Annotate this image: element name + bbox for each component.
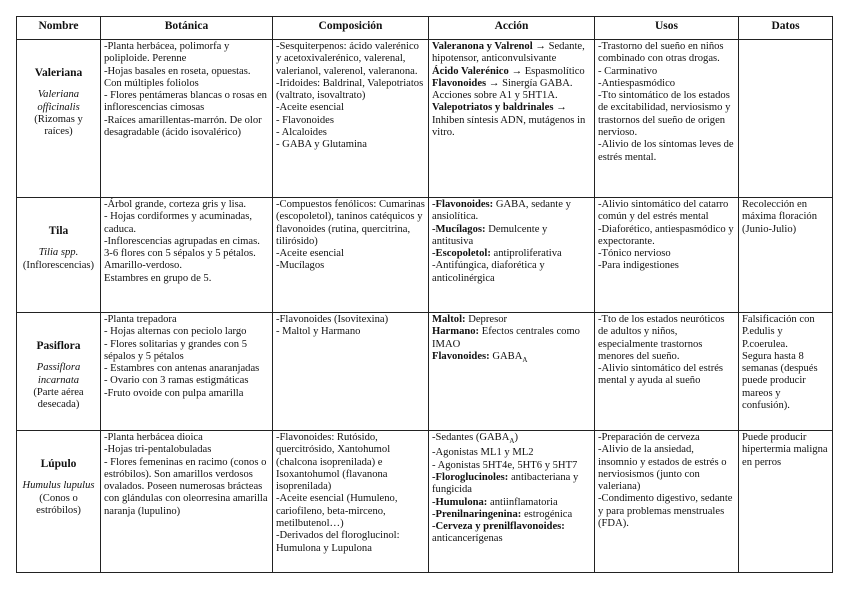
usos-line: -Diaforético, antiespasmódico y expectorante. [598,223,734,247]
composicion-line: -Compuestos fenólicos: Cumarinas (escopoletol), taninos catéquicos y flavonoides (rutina, quercitrina, tilirósido) [276,199,425,247]
accion-effect: estrogénica [523,508,573,520]
header-usos: Usos [595,17,739,40]
composicion-line: -Aceite esencial [276,102,344,114]
scientific-name: Passiflora incarnata [36,362,81,386]
table-row [17,431,833,573]
accion-line [432,447,591,459]
botanica-line: -Árbol grande, corteza gris y lisa. [104,199,247,210]
cell-nombre [17,313,101,431]
plant-part: (Inflorescencias) [22,259,95,271]
accion-line [432,521,591,546]
botanica-line: -Planta trepadora [104,314,177,325]
botanica-line: - Flores femeninas en racimo (conos o estróbilos). Son amarillos verdosos ovalados. Poseen numerosas brácteas con glándulas con oleorresina amarilla naranja (lupulino) [104,456,268,517]
cell-usos [595,313,739,431]
accion-effect: - Agonistas 5HT4e, 5HT6 y 5HT7 [432,459,578,471]
composicion-line: -Flavonoides (Isovitexina) [276,314,389,325]
cell-composicion [273,40,429,198]
plant-name: Lúpulo [40,458,77,470]
accion-effect: Inhiben síntesis ADN, mutágenos in vitro. [432,114,586,139]
usos-line: -Preparación de cerveza [598,432,700,443]
cell-usos [595,40,739,198]
accion-line [432,224,591,249]
usos-line: - Carminativo [598,65,658,77]
usos-line: -Alivio de la ansiedad, insomnio y estados de estrés o nerviosismos (junto con valeriana) [598,444,727,493]
accion-line [432,102,591,139]
accion-compound: Maltol: [432,314,466,325]
header-accion: Acción [429,17,595,40]
cell-accion [429,431,595,573]
cell-accion [429,313,595,431]
usos-line: -Alivio de los síntomas leves de estrés mental. [598,139,734,163]
plant-part: (Conos o estróbilos) [36,492,81,516]
accion-effect: anticancerígenas [432,533,503,545]
botanica-line: -Inflorescencias agrupadas en cimas. 3-6 flores con 5 sépalos y 5 pétalos. Amarillo-verdoso. [104,235,260,272]
usos-line: -Para indigestiones [598,260,679,272]
accion-compound: Valepotriatos y baldrinales → [432,102,567,114]
botanica-line: -Planta herbácea dioica [104,432,203,443]
usos-line: -Antiespasmódico [598,77,676,89]
botanica-line: - Estambres con antenas anaranjadas [104,363,260,375]
accion-subscript: A [522,356,528,364]
cell-botanica [101,431,273,573]
accion-effect: Efectos centrales como IMAO [432,326,580,350]
composicion-line: -Flavonoides: Rutósido, quercitrósido, Xantohumol (chalcona isoprenilada) e Isoxantohumol (flavanona isoprenilada) [276,432,391,493]
cell-composicion [273,431,429,573]
accion-compound: -Flavonoides: [432,199,494,210]
composicion-line: - GABA y Glutamina [276,139,367,151]
scientific-name: Valeriana officinalis [37,89,80,113]
composicion-line: -Sesquiterpenos: ácido valerénico y acetoxivalerénico, valerenal, valerianol, valerenol, valeranona. [276,41,419,77]
cell-composicion [273,198,429,313]
composicion-line: -Iridoides: Baldrinal, Valepotriatos (valtrato, isovaltrato) [276,77,424,102]
composicion-line: - Maltol y Harmano [276,326,361,338]
usos-line: -Alivio sintomático del estrés mental y ayuda al sueño [598,363,724,387]
header-datos: Datos [739,17,833,40]
botanica-line: -Hojas tri-pentalobuladas [104,444,212,456]
datos-line: Recolección en máxima floración (Junio-Julio) [742,199,818,235]
accion-effect: antibacteriana y fungicida [432,472,579,496]
cell-usos [595,431,739,573]
accion-compound: -Humulona: [432,496,488,508]
accion-effect: Espasmolítico [524,65,585,77]
accion-effect-end: ) [514,432,518,443]
accion-effect: Sinergía GABA. Acciones sobre A1 y 5HT1A. [432,77,573,102]
composicion-line: - Alcaloides [276,127,327,139]
cell-datos [739,198,833,313]
cell-accion [429,198,595,313]
accion-line [432,248,591,260]
accion-effect: Sedante, hipotensor, anticonvulsivante [432,41,585,65]
scientific-name: Tilia spp. [38,247,79,259]
accion-compound: Flavonoides → [432,77,500,89]
usos-line: -Condimento digestivo, sedante y para problemas menstruales (FDA). [598,493,733,530]
accion-compound: -Escopoletol: [432,248,491,260]
header-composicion: Composición [273,17,429,40]
cell-composicion [273,313,429,431]
cell-nombre [17,40,101,198]
usos-line: -Tto sintomático de los estados de excitabilidad, nerviosismo y trastornos del sueño de origen nervioso. [598,90,731,139]
cell-datos [739,313,833,431]
accion-compound: -Mucílagos: [432,223,486,235]
accion-line [432,460,591,472]
cell-botanica [101,40,273,198]
cell-accion [429,40,595,198]
datos-line: Segura hasta 8 semanas (después puede producir mareos y confusión). [742,350,818,412]
accion-line [432,78,591,103]
table-row [17,40,833,198]
accion-compound: -Cerveza y prenilflavonoides: [432,521,565,533]
accion-line [432,432,591,447]
usos-line: -Trastorno del sueño en niños combinado con otras drogas. [598,41,724,65]
herbal-table [16,16,833,573]
accion-effect: -Sedantes (GABA [432,432,510,443]
accion-subscript: A [509,437,515,446]
accion-compound: -Prenilnaringenina: [432,508,522,520]
scientific-name: Humulus lupulus [22,480,95,492]
accion-line [432,260,591,285]
composicion-line: -Aceite esencial (Humuleno, cariofileno, beta-mirceno, metilbutenol…) [276,493,398,530]
composicion-line: - Flavonoides [276,114,334,126]
composicion-line: -Derivados del floroglucinol: Humulona y Lupulona [276,530,400,554]
accion-effect: Demulcente y antitusiva [432,223,548,247]
accion-compound: Ácido Valerénico → [432,65,523,77]
datos-line: Puede producir hipertermia maligna en perros [742,432,828,468]
accion-compound: Valeranona y Valrenol → [432,41,546,52]
accion-effect: GABA, sedante y ansiolítica. [432,199,571,223]
cell-datos [739,40,833,198]
accion-line [432,66,591,78]
botanica-line: - Hojas alternas con peciolo largo [104,326,247,338]
cell-usos [595,198,739,313]
accion-effect: antiproliferativa [493,248,562,260]
accion-effect: antiinflamatoria [490,496,558,508]
header-row [17,17,833,40]
table-row [17,198,833,313]
accion-line [432,351,591,366]
accion-effect: -Antifúngica, diaforética y anticolinérgica [432,260,545,284]
plant-part: (Rizomas y raíces) [34,113,83,138]
plant-name: Pasiflora [36,340,81,352]
accion-compound: Harmano: [432,326,480,338]
accion-line [432,472,591,497]
cell-botanica [101,198,273,313]
plant-name: Valeriana [34,67,83,79]
accion-effect: GABA [492,350,523,362]
accion-compound: -Floroglucinoles: [432,472,509,483]
accion-line [432,199,591,224]
accion-line [432,497,591,509]
usos-line: -Alivio sintomático del catarro común y del estrés mental [598,199,729,223]
accion-line [432,326,591,351]
botanica-line: - Flores pentámeras blancas o rosas en inflorescencias cimosas [104,90,267,114]
plant-part: (Parte aérea desecada) [33,386,84,411]
cell-nombre [17,198,101,313]
botanica-line: -Hojas basales en roseta, opuestas. Con múltiples foliolos [104,65,251,89]
cell-botanica [101,313,273,431]
botanica-line: -Fruto ovoide con pulpa amarilla [104,387,244,399]
accion-effect: Depresor [468,314,508,325]
botanica-line: -Raíces amarillentas-marrón. De olor desagradable (ácido isovalérico) [104,114,262,139]
accion-line [432,314,591,326]
usos-line: -Tto de los estados neuróticos de adultos y niños, especialmente trastornos menores del sueño. [598,314,725,362]
datos-line: Falsificación con P.edulis y P.coerulea. [742,314,815,350]
botanica-line: - Hojas cordiformes y acuminadas, caduca. [104,211,252,235]
usos-line: -Tónico nervioso [598,248,671,260]
accion-line [432,509,591,521]
accion-compound: Flavonoides: [432,350,490,362]
botanica-line: - Flores solitarias y grandes con 5 sépalos y 5 pétalos [104,338,247,362]
cell-nombre [17,431,101,573]
header-botanica: Botánica [101,17,273,40]
header-nombre: Nombre [17,17,101,40]
botanica-line: -Planta herbácea, polimorfa y poliploide. Perenne [104,41,230,65]
accion-effect: -Agonistas ML1 y ML2 [432,447,534,459]
composicion-line: -Aceite esencial [276,248,344,260]
cell-datos [739,431,833,573]
composicion-line: -Mucílagos [276,260,325,272]
accion-line [432,41,591,66]
plant-name: Tila [48,225,69,237]
table-row [17,313,833,431]
botanica-line: Estambres en grupo de 5. [104,272,212,284]
botanica-line: - Ovario con 3 ramas estigmáticas [104,375,249,387]
